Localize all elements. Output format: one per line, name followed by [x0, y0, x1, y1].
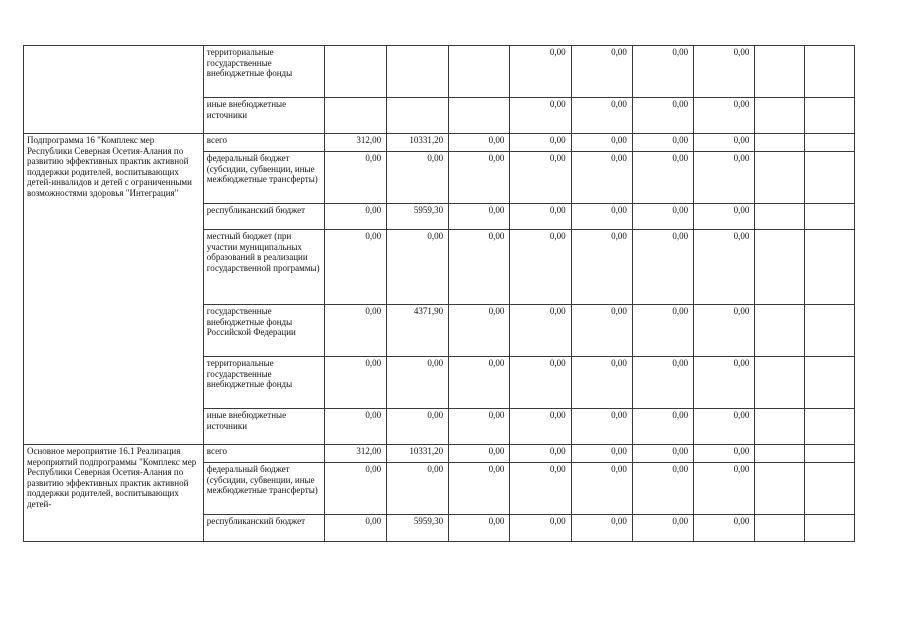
amount-cell: 0,00: [510, 46, 571, 98]
amount-cell: [755, 134, 805, 152]
funding-source-cell: всего: [203, 134, 325, 152]
table-row: [24, 46, 905, 98]
funding-source-cell: государственные внебюджетные фонды Российской Федерации: [203, 305, 325, 357]
amount-cell: [805, 305, 855, 357]
amount-cell: 0,00: [387, 152, 449, 204]
amount-cell: 0,00: [449, 515, 510, 542]
amount-cell: [755, 445, 805, 463]
amount-cell: [805, 152, 855, 204]
amount-cell: [755, 204, 805, 230]
amount-cell: 0,00: [694, 152, 755, 204]
amount-cell: 0,00: [694, 357, 755, 409]
amount-cell: [755, 305, 805, 357]
amount-cell: [755, 98, 805, 134]
amount-cell: 0,00: [571, 409, 632, 445]
amount-cell: 312,00: [325, 134, 387, 152]
amount-cell: [805, 134, 855, 152]
amount-cell: 0,00: [694, 134, 755, 152]
amount-cell: [387, 46, 449, 98]
amount-cell: [449, 98, 510, 134]
amount-cell: 0,00: [449, 204, 510, 230]
amount-cell: 0,00: [449, 134, 510, 152]
amount-cell: 0,00: [694, 46, 755, 98]
amount-cell: 0,00: [325, 463, 387, 515]
amount-cell: 0,00: [571, 152, 632, 204]
amount-cell: 10331,20: [387, 445, 449, 463]
funding-source-cell: республиканский бюджет: [203, 204, 325, 230]
amount-cell: 0,00: [510, 409, 571, 445]
amount-cell: 0,00: [387, 357, 449, 409]
amount-cell: 0,00: [510, 463, 571, 515]
amount-cell: 0,00: [510, 152, 571, 204]
funding-source-cell: всего: [203, 445, 325, 463]
funding-source-cell: территориальные государственные внебюджетные фонды: [203, 46, 325, 98]
amount-cell: [805, 445, 855, 463]
amount-cell: 0,00: [325, 409, 387, 445]
amount-cell: 0,00: [694, 463, 755, 515]
amount-cell: 0,00: [694, 515, 755, 542]
amount-cell: 0,00: [632, 357, 693, 409]
amount-cell: 0,00: [510, 515, 571, 542]
amount-cell: [755, 463, 805, 515]
amount-cell: 0,00: [632, 409, 693, 445]
amount-cell: 4371,90: [387, 305, 449, 357]
table-body: [24, 46, 905, 542]
amount-cell: [805, 357, 855, 409]
amount-cell: [325, 46, 387, 98]
amount-cell: 0,00: [632, 98, 693, 134]
amount-cell: [755, 357, 805, 409]
amount-cell: 0,00: [571, 463, 632, 515]
amount-cell: 5959,30: [387, 515, 449, 542]
amount-cell: [805, 98, 855, 134]
amount-cell: [805, 515, 855, 542]
amount-cell: 0,00: [632, 305, 693, 357]
amount-cell: [755, 409, 805, 445]
amount-cell: 0,00: [694, 98, 755, 134]
amount-cell: 0,00: [632, 463, 693, 515]
amount-cell: 0,00: [449, 463, 510, 515]
amount-cell: 10331,20: [387, 134, 449, 152]
amount-cell: 0,00: [449, 357, 510, 409]
program-name-cell: Основное мероприятие 16.1 Реализация мероприятий подпрограммы "Комплекс мер Республики Северная Осетия-Алания по развитию эффективных практик активной поддержки родителей, воспитывающих детей-: [24, 445, 204, 542]
amount-cell: 0,00: [571, 515, 632, 542]
amount-cell: 0,00: [510, 357, 571, 409]
table-row: [24, 134, 905, 152]
amount-cell: [805, 230, 855, 305]
budget-table: [23, 45, 905, 542]
amount-cell: 0,00: [571, 305, 632, 357]
amount-cell: 0,00: [694, 409, 755, 445]
amount-cell: 0,00: [571, 204, 632, 230]
amount-cell: 0,00: [449, 152, 510, 204]
amount-cell: 0,00: [387, 463, 449, 515]
amount-cell: [755, 515, 805, 542]
funding-source-cell: республиканский бюджет: [203, 515, 325, 542]
amount-cell: [805, 463, 855, 515]
amount-cell: [325, 98, 387, 134]
amount-cell: 0,00: [571, 445, 632, 463]
program-name-cell: Подпрограмма 16 "Комплекс мер Республики Северная Осетия-Алания по развитию эффективных практик активной поддержки родителей, воспитывающих детей-инвалидов и детей с ограниченными возможностями здоровья "Интеграция": [24, 134, 204, 445]
amount-cell: 0,00: [510, 134, 571, 152]
amount-cell: [805, 409, 855, 445]
amount-cell: 0,00: [694, 230, 755, 305]
funding-source-cell: территориальные государственные внебюджетные фонды: [203, 357, 325, 409]
amount-cell: [805, 204, 855, 230]
funding-source-cell: федеральный бюджет (субсидии, субвенции, иные межбюджетные трансферты): [203, 152, 325, 204]
amount-cell: 0,00: [449, 445, 510, 463]
amount-cell: [755, 46, 805, 98]
funding-source-cell: иные внебюджетные источники: [203, 98, 325, 134]
amount-cell: 0,00: [510, 204, 571, 230]
amount-cell: 0,00: [387, 409, 449, 445]
amount-cell: 0,00: [325, 357, 387, 409]
amount-cell: 0,00: [571, 134, 632, 152]
amount-cell: 0,00: [325, 305, 387, 357]
amount-cell: 0,00: [571, 98, 632, 134]
funding-source-cell: иные внебюджетные источники: [203, 409, 325, 445]
program-name-cell: [24, 46, 204, 134]
amount-cell: [755, 230, 805, 305]
amount-cell: 0,00: [632, 230, 693, 305]
amount-cell: [449, 46, 510, 98]
amount-cell: 0,00: [632, 204, 693, 230]
amount-cell: 0,00: [632, 46, 693, 98]
amount-cell: 0,00: [325, 230, 387, 305]
amount-cell: 0,00: [510, 98, 571, 134]
funding-source-cell: федеральный бюджет (субсидии, субвенции, иные межбюджетные трансферты): [203, 463, 325, 515]
amount-cell: 0,00: [632, 515, 693, 542]
amount-cell: 0,00: [325, 204, 387, 230]
amount-cell: 0,00: [325, 152, 387, 204]
amount-cell: 0,00: [571, 46, 632, 98]
amount-cell: 0,00: [387, 230, 449, 305]
amount-cell: 0,00: [571, 230, 632, 305]
amount-cell: 0,00: [694, 305, 755, 357]
amount-cell: 0,00: [510, 445, 571, 463]
amount-cell: 0,00: [449, 305, 510, 357]
amount-cell: [755, 152, 805, 204]
amount-cell: 312,00: [325, 445, 387, 463]
amount-cell: [805, 46, 855, 98]
amount-cell: 0,00: [510, 305, 571, 357]
amount-cell: 0,00: [510, 230, 571, 305]
amount-cell: 0,00: [694, 204, 755, 230]
amount-cell: 0,00: [632, 152, 693, 204]
table-row: [24, 445, 905, 463]
amount-cell: 5959,30: [387, 204, 449, 230]
amount-cell: 0,00: [325, 515, 387, 542]
amount-cell: 0,00: [449, 409, 510, 445]
funding-source-cell: местный бюджет (при участии муниципальных образований в реализации государственной программы): [203, 230, 325, 305]
amount-cell: 0,00: [694, 445, 755, 463]
amount-cell: 0,00: [449, 230, 510, 305]
amount-cell: 0,00: [571, 357, 632, 409]
amount-cell: [387, 98, 449, 134]
amount-cell: 0,00: [632, 134, 693, 152]
amount-cell: 0,00: [632, 445, 693, 463]
